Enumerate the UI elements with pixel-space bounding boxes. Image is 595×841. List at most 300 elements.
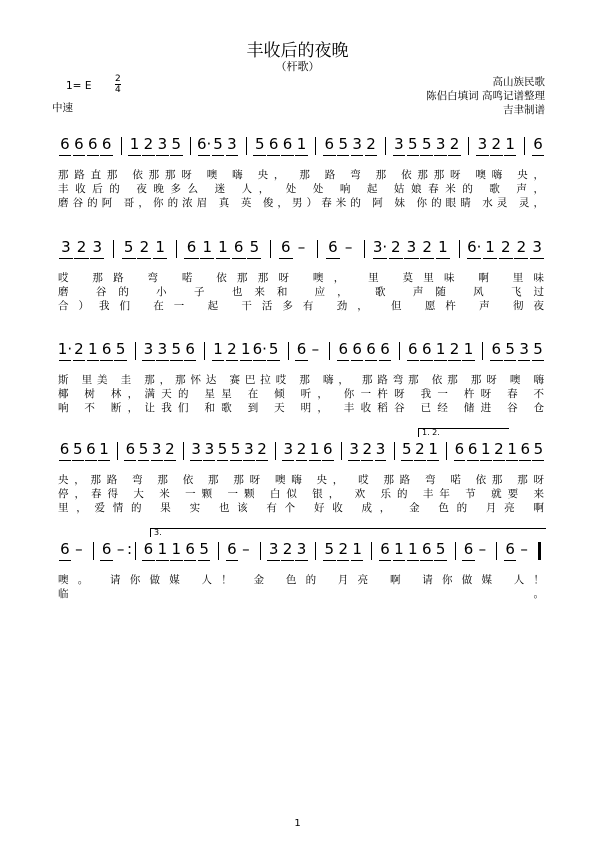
note: 2 [139,238,150,256]
notes-row [0,238,595,258]
note: 1 [408,540,418,558]
lyric-text: 那路直那 依那那呀 噢 嗨 央， 那 路 弯 那 依那那呀 噢嗨 央， [58,169,545,181]
note: 6 [186,238,197,256]
beam-underline [434,155,447,156]
notes-row [0,440,595,460]
note: 6 [533,135,543,153]
beam-underline [414,460,426,461]
note: 6 [74,135,84,153]
beam-underline [499,258,513,259]
repeat-dots: : [126,540,133,558]
beam-underline [253,360,266,361]
note: 5 [171,340,182,358]
note: – [478,540,487,558]
note: 6 [296,340,307,358]
beam-underline [184,258,198,259]
barline [113,240,114,258]
beam-underline [375,460,387,461]
note: 3 [352,135,362,153]
barline [317,240,318,258]
note: 6 [408,340,418,358]
beam-underline [85,460,97,461]
beam-underline [351,155,364,156]
beam-underline [407,155,420,156]
note: 6 [520,440,531,458]
beam-underline [59,460,71,461]
note: 3 [296,540,307,558]
note: 2 [415,440,425,458]
beam-underline [190,460,202,461]
beam-underline [138,460,150,461]
barline [341,442,342,460]
beam-underline [281,155,294,156]
beam-underline [504,360,517,361]
beam-underline [73,360,86,361]
note: 5 [268,340,279,358]
note: 3 [151,440,162,458]
barline [246,137,247,155]
beam-underline [483,258,497,259]
beam-underline [337,155,350,156]
lyric-text: 里，爱情的 果 实 也该 有个 好收 成， 金 色的 月亮 啊 [58,502,545,514]
note: 1 [88,340,98,358]
note: 5 [138,440,149,458]
lyric-line [0,386,595,400]
note: 6· [196,135,212,153]
beam-underline [407,360,420,361]
beam-underline [279,258,293,259]
barline [288,342,289,360]
beam-underline [184,360,197,361]
note: 5 [213,135,223,153]
barline [468,137,469,155]
beam-underline [256,460,268,461]
beam-underline [420,258,434,259]
note: 2 [74,340,84,358]
lyric-text: 哎 那路 弯 喏 依那那呀 噢， 里 莫里味 啊 里味 [58,272,545,284]
beam-underline [532,155,545,156]
beam-underline [59,360,72,361]
lyric-line [0,181,595,195]
beam-underline [365,360,378,361]
barline [260,542,261,560]
note: 1 [129,135,140,153]
note: 6 [380,540,390,558]
beam-underline [198,560,211,561]
beam-underline [87,155,100,156]
lyric-line [0,500,595,514]
note: 6 [101,135,112,153]
lyric-line [0,372,595,386]
beam-underline [323,155,336,156]
beam-underline [74,258,88,259]
note: 1 [157,540,168,558]
note: 3 [204,440,215,458]
barline [218,542,219,560]
barline [190,137,191,155]
beam-underline [365,155,378,156]
beam-underline [142,360,155,361]
lyric-text: 磨谷的阿 哥，你的浓眉 真 英 俊，男）春米的 阿 妹 你的眼睛 水灵 灵， [58,197,545,209]
note: 1 [155,238,165,256]
note: – [520,540,528,558]
barline [371,542,372,560]
note: 3 [157,135,168,153]
note: 6 [467,440,478,458]
note: 3 [349,440,359,458]
lyric-text: 斯 里美 圭 那，那怀达 赛巴拉哎 那 嗨， 那路弯那 依那 那呀 噢 嗨 [58,374,545,386]
beam-underline [216,258,230,259]
beam-underline [506,460,518,461]
note: 3 [268,540,279,558]
time-signature [115,75,121,95]
note: 3 [61,238,71,256]
note: 6 [421,340,432,358]
note: 1 [241,340,251,358]
note: 6· [252,340,267,358]
note: 3 [477,135,488,153]
note: 6 [125,440,136,458]
beam-underline [326,258,340,259]
note: 1 [435,340,446,358]
note: 2 [227,340,237,358]
note: 3 [244,440,254,458]
beam-underline [153,258,167,259]
credit-lyricist-arranger: 陈侣白填词 高鸣记谱整理 [426,90,545,102]
beam-underline [164,460,176,461]
beam-underline [240,360,253,361]
beam-underline [137,258,151,259]
volta-label: 1. 2. [422,428,440,437]
note: 2 [500,238,511,256]
note: – [116,540,125,558]
song-subtitle: （杆歌） [275,60,320,73]
barline [482,342,483,360]
barline [117,442,118,460]
beam-underline [87,360,100,361]
note: 6 [505,540,515,558]
lyric-line [0,600,595,614]
note: 3 [519,340,529,358]
note: – [75,540,83,558]
beam-underline [379,560,392,561]
note: 1 [480,440,491,458]
beam-underline [184,560,197,561]
lyric-text: 噢。 请你做媒 人！ 金 色的 月亮 啊 请你做媒 人！ [58,574,545,586]
lyric-line [0,486,595,500]
beam-underline [467,460,479,461]
beam-underline [407,560,420,561]
barline [329,342,330,360]
note: 1 [99,440,109,458]
beam-underline [170,560,183,561]
barline [364,240,365,258]
beam-underline [170,360,183,361]
lyric-line [0,400,595,414]
beam-underline [212,360,225,361]
barline [135,342,136,360]
note: 1 [394,540,404,558]
notes-row [0,135,595,155]
note: 6 [421,540,432,558]
page-number: 1 [294,818,301,829]
note: 3 [394,135,404,153]
notes-row [0,340,595,360]
beam-underline [518,360,531,361]
credit-origin: 高山族民歌 [492,76,545,88]
beam-underline [100,360,113,361]
beam-underline [493,460,505,461]
beam-underline [151,460,163,461]
barline [176,240,177,258]
beam-underline [309,460,321,461]
note: 5 [115,340,126,358]
note: 2 [296,440,307,458]
beam-underline [59,560,72,561]
barline [455,542,456,560]
note: 2 [165,440,175,458]
note: 2 [362,440,373,458]
note: 6 [380,340,390,358]
note: 5 [249,238,260,256]
barline [446,442,447,460]
note: 5 [123,238,134,256]
beam-underline [436,258,450,259]
note: 3 [227,135,237,153]
beam-underline [351,360,364,361]
note: 2 [491,135,502,153]
barline [459,240,460,258]
note: 1 [309,440,320,458]
barline [270,240,271,258]
note: 6 [352,340,362,358]
beam-underline [448,155,461,156]
lyric-text: 临。 [58,588,545,600]
note: 5 [254,135,265,153]
beam-underline [203,460,215,461]
beam-underline [448,360,461,361]
note: 1 [213,340,223,358]
beam-underline [490,155,503,156]
note: 3· [372,238,388,256]
lyric-line [0,572,595,586]
note: 5 [435,540,446,558]
volta-label: 3. [154,528,162,537]
note: 2 [390,238,401,256]
note: 5 [533,340,543,358]
barline [315,137,316,155]
note: 2 [449,340,460,358]
note: 6 [101,540,112,558]
beam-underline [267,560,280,561]
credit-engraver: 吉聿制谱 [503,104,545,116]
beam-underline [462,360,475,361]
note: 5 [324,540,335,558]
note: 6 [454,440,465,458]
beam-underline [124,460,136,461]
note: 1 [218,238,228,256]
beam-underline [337,360,350,361]
beam-underline [401,460,413,461]
note: 3 [157,340,168,358]
barline [385,137,386,155]
beam-underline [156,560,169,561]
note: 6 [227,540,237,558]
volta-bracket [418,428,509,437]
beam-underline [156,155,169,156]
beam-underline [295,560,308,561]
note: 6 [366,340,376,358]
beam-underline [389,258,403,259]
beam-underline [59,258,73,259]
note: 2 [257,440,267,458]
beam-underline [90,258,104,259]
note: 2 [366,135,376,153]
note: – [297,238,306,256]
beam-underline [404,258,418,259]
beam-underline [393,560,406,561]
note: 1 [485,238,495,256]
note: 6· [467,238,482,256]
beam-underline [480,460,492,461]
beam-underline [226,360,239,361]
barline [524,137,525,155]
beam-underline [530,258,544,259]
note: 6 [88,135,98,153]
beam-underline [373,258,387,259]
note: 1 [352,540,362,558]
note: 6 [338,340,349,358]
note: 5 [217,440,228,458]
note: 6 [324,135,335,153]
beam-underline [59,155,72,156]
note: 6 [281,238,291,256]
note: 5 [421,135,432,153]
lyric-text: 椰 树 林，满天的 星星 在 倾 听， 你一杵呀 我一 杵呀 春 不 [58,388,545,400]
beam-underline [337,560,350,561]
beam-underline [519,460,531,461]
note: – [344,238,353,256]
beam-underline [434,560,447,561]
beam-underline [226,560,239,561]
note: 5 [199,540,209,558]
beam-underline [142,155,155,156]
note: 3 [406,238,417,256]
tempo-marking: 中速 [52,102,73,114]
lyric-text: 停，春得 大 米 一颗 一颗 白似 银， 欢 乐的 丰年 节 就要 来 [58,488,545,500]
beam-underline [282,460,294,461]
note: 1 [438,238,448,256]
barline [399,342,400,360]
lyric-line [0,298,595,312]
beam-underline [467,258,481,259]
beam-underline [454,460,466,461]
note: 6 [59,440,70,458]
note: 2 [449,135,460,153]
lyric-line [0,586,595,600]
beam-underline [361,460,373,461]
note: 3 [532,238,542,256]
note: 2 [494,440,504,458]
note: 3 [92,238,103,256]
beam-underline [514,258,528,259]
beam-underline [504,155,517,156]
beam-underline [379,360,392,361]
beam-underline [114,360,127,361]
beam-underline [476,155,489,156]
note: 1 [202,238,213,256]
beam-underline [434,360,447,361]
note: 1 [171,540,182,558]
notes-row [0,540,595,560]
beam-underline [295,360,308,361]
note: 1 [296,135,307,153]
note: 5 [72,440,83,458]
lyric-text: 央，那路 弯 那 依 那 那呀 噢嗨 央， 哎 那路 弯 喏 依那 那呀 [58,474,545,486]
beam-underline [351,560,364,561]
beam-underline [267,360,280,361]
beam-underline [170,155,183,156]
note: 3 [435,135,446,153]
note: 2 [143,135,154,153]
beam-underline [243,460,255,461]
note: 1· [57,340,73,358]
note: 6 [60,540,70,558]
note: 5 [408,135,418,153]
note: 3 [143,340,154,358]
lyric-line [0,167,595,181]
note: 2 [282,540,293,558]
note: 5 [533,440,544,458]
lyric-line [0,195,595,209]
meter-top: 2 [115,74,121,84]
note: – [311,340,320,358]
beam-underline [217,460,229,461]
beam-underline [322,460,334,461]
beam-underline [200,258,214,259]
volta-bracket [150,528,546,537]
beam-underline [226,155,239,156]
beam-underline [128,155,141,156]
barline [183,442,184,460]
beam-underline [72,460,84,461]
note: 6 [143,540,154,558]
note: 2 [338,540,349,558]
note: 6 [282,135,293,153]
barline [496,542,497,560]
beam-underline [462,560,475,561]
barline [135,542,136,560]
beam-underline [122,258,136,259]
beam-underline [281,560,294,561]
beam-underline [504,560,517,561]
beam-underline [420,155,433,156]
beam-underline [142,560,155,561]
beam-underline [267,155,280,156]
beam-underline [100,155,113,156]
note: 6 [328,238,338,256]
beam-underline [253,155,266,156]
barline [121,137,122,155]
beam-underline [247,258,261,259]
note: 3 [283,440,294,458]
beam-underline [532,360,545,361]
note: 6 [463,540,474,558]
lyric-text: 丰收后的 夜晚多么 迷 人， 处 处 响 起 姑娘春米的 歌 声， [58,183,545,195]
beam-underline [490,360,503,361]
note: 5 [402,440,412,458]
beam-underline [212,155,225,156]
